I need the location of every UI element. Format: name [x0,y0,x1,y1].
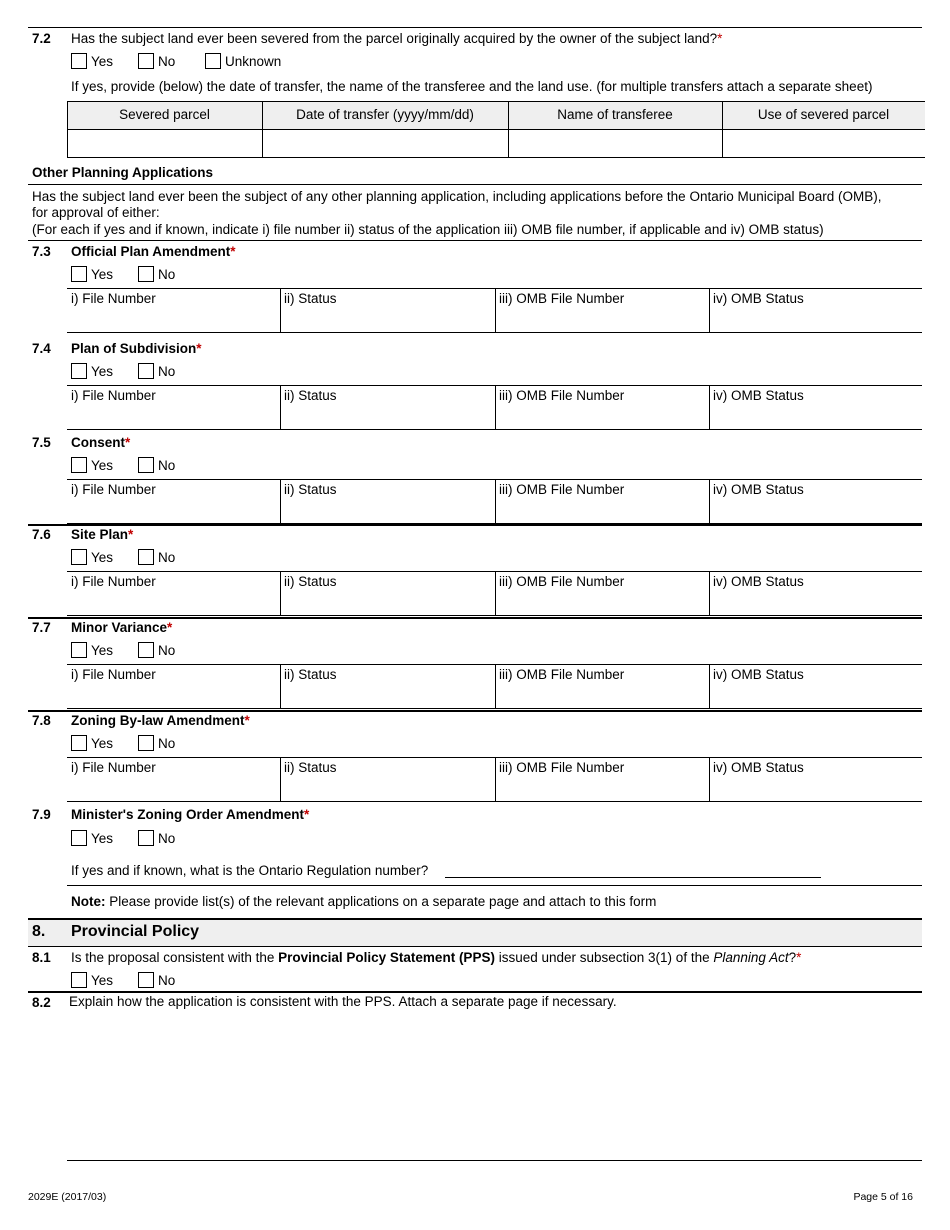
checkbox[interactable] [71,642,87,658]
required-mark: * [717,31,723,46]
q8-1-yes-option[interactable]: Yes [71,972,113,988]
no-option[interactable]: No [138,642,175,658]
checkbox[interactable] [138,457,154,473]
omb-file-number-field[interactable] [497,591,707,613]
other-apps-intro-line1: Has the subject land ever been the subject of any other planning application, including applications before the Ontario Municipal Board (OMB), [32,189,882,204]
file-number-field-label: i) File Number [71,574,156,589]
checkbox[interactable] [71,266,87,282]
q7-2-no-option[interactable]: No [138,53,175,69]
checkbox[interactable] [138,972,154,988]
checkbox[interactable] [138,830,154,846]
date-of-transfer-header: Date of transfer (yyyy/mm/dd) [296,107,474,122]
checkbox[interactable] [138,549,154,565]
checkbox[interactable] [71,735,87,751]
omb-file-number-field[interactable] [497,308,707,330]
no-option[interactable]: No [138,363,175,379]
omb-status-field[interactable] [711,499,920,521]
omb-file-number-field-label: iii) OMB File Number [499,760,625,775]
date-of-transfer-input[interactable] [263,130,507,156]
omb-status-field-label: iv) OMB Status [713,482,804,497]
file-number-field-label: i) File Number [71,291,156,306]
file-number-field-label: i) File Number [71,667,156,682]
q8-2-number: 8.2 [32,995,51,1010]
file-number-field[interactable] [69,405,278,427]
file-number-field-label: i) File Number [71,760,156,775]
omb-file-number-field[interactable] [497,499,707,521]
omb-status-field[interactable] [711,684,920,706]
question-title: Zoning By-law Amendment* [71,713,250,728]
omb-status-field-label: iv) OMB Status [713,760,804,775]
q7-2-unknown-option[interactable]: Unknown [205,53,281,69]
severed-parcel-input[interactable] [68,130,261,156]
omb-status-field[interactable] [711,591,920,613]
checkbox[interactable] [138,735,154,751]
required-mark: * [167,620,173,635]
yes-option[interactable]: Yes [71,549,113,565]
checkbox[interactable] [205,53,221,69]
status-field[interactable] [282,684,493,706]
omb-file-number-field-label: iii) OMB File Number [499,388,625,403]
omb-file-number-field-label: iii) OMB File Number [499,574,625,589]
status-field-label: ii) Status [284,291,337,306]
q8-2-text: Explain how the application is consistent with the PPS. Attach a separate page if necessary. [69,994,617,1009]
question-title: Plan of Subdivision* [71,341,202,356]
omb-file-number-field[interactable] [497,777,707,799]
status-field-label: ii) Status [284,482,337,497]
omb-status-field-label: iv) OMB Status [713,574,804,589]
name-of-transferee-header: Name of transferee [557,107,673,122]
file-number-field[interactable] [69,591,278,613]
checkbox[interactable] [138,642,154,658]
question-number: 7.8 [32,713,51,728]
other-apps-intro-line2: for approval of either: [32,205,160,220]
question-title: Minor Variance* [71,620,173,635]
omb-status-field[interactable] [711,405,920,427]
yes-option[interactable]: Yes [71,457,113,473]
status-field-label: ii) Status [284,388,337,403]
omb-status-field[interactable] [711,777,920,799]
question-number: 7.7 [32,620,51,635]
status-field-label: ii) Status [284,760,337,775]
required-mark: * [125,435,131,450]
status-field[interactable] [282,591,493,613]
question-number: 7.6 [32,527,51,542]
file-number-field[interactable] [69,308,278,330]
no-option[interactable]: No [138,735,175,751]
page-number: Page 5 of 16 [853,1191,913,1203]
file-number-field-label: i) File Number [71,482,156,497]
status-field[interactable] [282,499,493,521]
q7-9-no-option[interactable]: No [138,830,175,846]
checkbox[interactable] [71,549,87,565]
checkbox[interactable] [71,53,87,69]
status-field[interactable] [282,777,493,799]
q7-9-title: Minister's Zoning Order Amendment* [71,807,310,822]
question-number: 7.5 [32,435,51,450]
omb-file-number-field[interactable] [497,684,707,706]
q7-9-number: 7.9 [32,807,51,822]
q7-2-instruction: If yes, provide (below) the date of transfer, the name of the transferee and the land use. (for multiple transfers attach a separate sheet) [71,79,873,94]
question-title: Site Plan* [71,527,134,542]
required-mark: * [244,713,250,728]
use-of-severed-parcel-input[interactable] [723,130,924,156]
q8-2-explanation-input[interactable] [68,1014,921,1158]
status-field[interactable] [282,405,493,427]
omb-status-field-label: iv) OMB Status [713,291,804,306]
required-mark: * [303,807,310,822]
no-option[interactable]: No [138,266,175,282]
required-mark: * [196,341,202,356]
no-option[interactable]: No [138,457,175,473]
q7-2-yes-option[interactable]: Yes [71,53,113,69]
checkbox[interactable] [71,363,87,379]
omb-file-number-field-label: iii) OMB File Number [499,291,625,306]
status-field-label: ii) Status [284,667,337,682]
form-code: 2029E (2017/03) [28,1191,107,1203]
question-title: Official Plan Amendment* [71,244,236,259]
omb-status-field-label: iv) OMB Status [713,388,804,403]
status-field-label: ii) Status [284,574,337,589]
section-8-number: 8. [32,923,46,940]
note: Note: Please provide list(s) of the relevant applications on a separate page and attach to this form [71,894,657,909]
yes-option[interactable]: Yes [71,363,113,379]
name-of-transferee-input[interactable] [509,130,721,156]
regulation-prompt: If yes and if known, what is the Ontario Regulation number? [71,863,429,878]
q7-9-yes-option[interactable]: Yes [71,830,113,846]
omb-status-field[interactable] [711,308,920,330]
question-title: Consent* [71,435,131,450]
file-number-field[interactable] [69,684,278,706]
q8-1-no-option[interactable]: No [138,972,175,988]
omb-status-field-label: iv) OMB Status [713,667,804,682]
checkbox[interactable] [71,972,87,988]
other-planning-applications-heading: Other Planning Applications [32,165,214,180]
checkbox[interactable] [71,457,87,473]
omb-file-number-field[interactable] [497,405,707,427]
checkbox[interactable] [138,363,154,379]
question-number: 7.3 [32,244,51,259]
status-field[interactable] [282,308,493,330]
question-number: 7.4 [32,341,51,356]
q8-1-number: 8.1 [32,950,51,965]
q7-2-number: 7.2 [32,31,51,46]
yes-option[interactable]: Yes [71,642,113,658]
file-number-field[interactable] [69,777,278,799]
q8-1-question: Is the proposal consistent with the Provincial Policy Statement (PPS) issued under subsection 3(1) of the Planning Act?* [71,950,802,965]
required-mark: * [128,527,134,542]
q7-2-question: Has the subject land ever been severed from the parcel originally acquired by the owner of the subject land?* [71,31,723,46]
severed-parcel-header: Severed parcel [119,107,210,122]
regulation-number-input[interactable] [445,877,821,878]
yes-option[interactable]: Yes [71,735,113,751]
yes-option[interactable]: Yes [71,266,113,282]
required-mark: * [230,244,236,259]
no-option[interactable]: No [138,549,175,565]
checkbox[interactable] [138,266,154,282]
file-number-field[interactable] [69,499,278,521]
other-apps-intro-line3: (For each if yes and if known, indicate i) file number ii) status of the application iii) OMB file number, if applicable and iv) OMB status) [32,222,824,237]
section-8-title: Provincial Policy [71,923,200,940]
file-number-field-label: i) File Number [71,388,156,403]
checkbox[interactable] [71,830,87,846]
checkbox[interactable] [138,53,154,69]
omb-file-number-field-label: iii) OMB File Number [499,667,625,682]
use-of-severed-parcel-header: Use of severed parcel [757,107,890,122]
omb-file-number-field-label: iii) OMB File Number [499,482,625,497]
